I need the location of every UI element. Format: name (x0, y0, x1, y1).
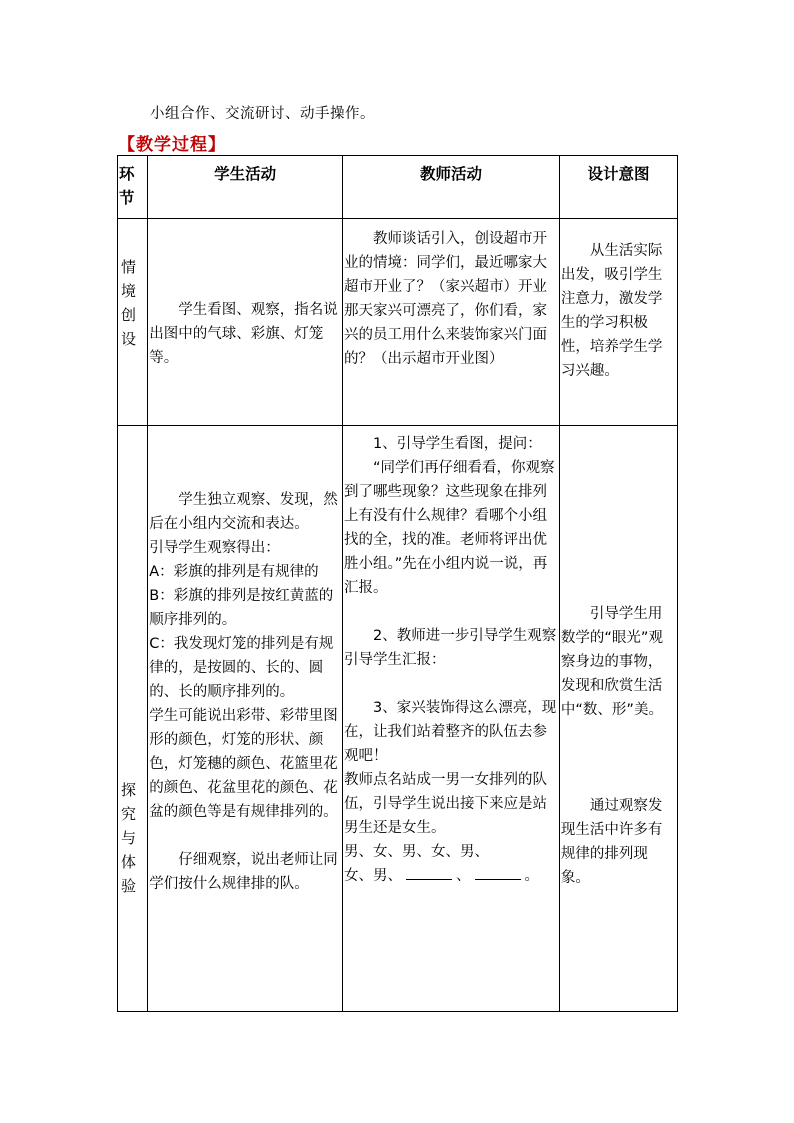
answer-blank-2 (475, 864, 521, 880)
student-activity-scenario: 学生看图、观察，指名说出图中的气球、彩旗、灯笼等。 (148, 219, 343, 426)
stage-scenario: 情 境 创 设 (118, 219, 148, 426)
answer-blank-1 (406, 864, 452, 880)
intro-text: 小组合作、交流研讨、动手操作。 (150, 106, 375, 122)
row-explore (118, 426, 678, 1012)
design-intent-explore: 引导学生用数学的“眼光”观察身边的事物，发现和欣赏生活中“数、形”美。 通过观察发现生活中许多有规律的排列现象。 (559, 426, 677, 1012)
header-student-activity: 学生活动 (148, 156, 343, 219)
design-intent-scenario: 从生活实际出发，吸引学生注意力，激发学生的学习积极性，培养学生学习兴趣。 (559, 219, 677, 426)
lesson-table (117, 155, 678, 1012)
teacher-activity-scenario: 教师谈话引入，创设超市开业的情境：同学们，最近哪家大超市开业了？（家兴超市）开业那天家兴可漂亮了，你们看，家兴的员工用什么来装饰家兴门面的？（出示超市开业图） (343, 219, 560, 426)
header-stage: 环 节 (118, 156, 148, 219)
student-activity-explore: 学生独立观察、发现，然后在小组内交流和表达。 引导学生观察得出： A：彩旗的排列是有规律的 B：彩旗的排列是按红黄蓝的顺序排列的。 C：我发现灯笼的排列是有规律的，是按圆的、长的、圆的、长的顺序排列的。 学生可能说出彩带、彩带里图形的颜色，灯笼的形状、颜色，灯笼穗的颜色、花篮里花的颜色、花盆里花的颜色、花盆的颜色等是有规律排列的。 仔细观察，说出老师让同学们按什么规律排的队。 (148, 426, 343, 1012)
section-title: 【教学过程】 (118, 135, 226, 155)
answer-blank-line: 女、男、 、 。 (344, 864, 558, 888)
header-row (118, 156, 678, 219)
row-scenario (118, 219, 678, 426)
teacher-activity-explore: 1、引导学生看图，提问： “同学们再仔细看看，你观察到了哪些现象？这些现象在排列上有没有什么规律？看哪个小组找的全，找的准。老师将评出优胜小组。”先在小组内说一说，再汇报。 2、教师进一步引导学生观察引导学生汇报： 3、家兴装饰得这么漂亮，现在，让我们站着整齐的队伍去参观吧！ 教师点名站成一男一女排列的队伍，引导学生说出接下来应是站男生还是女生。 男、女、男、女、男、 女、男、 、 。 (343, 426, 560, 1012)
header-design-intent: 设计意图 (559, 156, 677, 219)
header-teacher-activity: 教师活动 (343, 156, 560, 219)
stage-explore: 探 究 与 体 验 (118, 426, 148, 1012)
